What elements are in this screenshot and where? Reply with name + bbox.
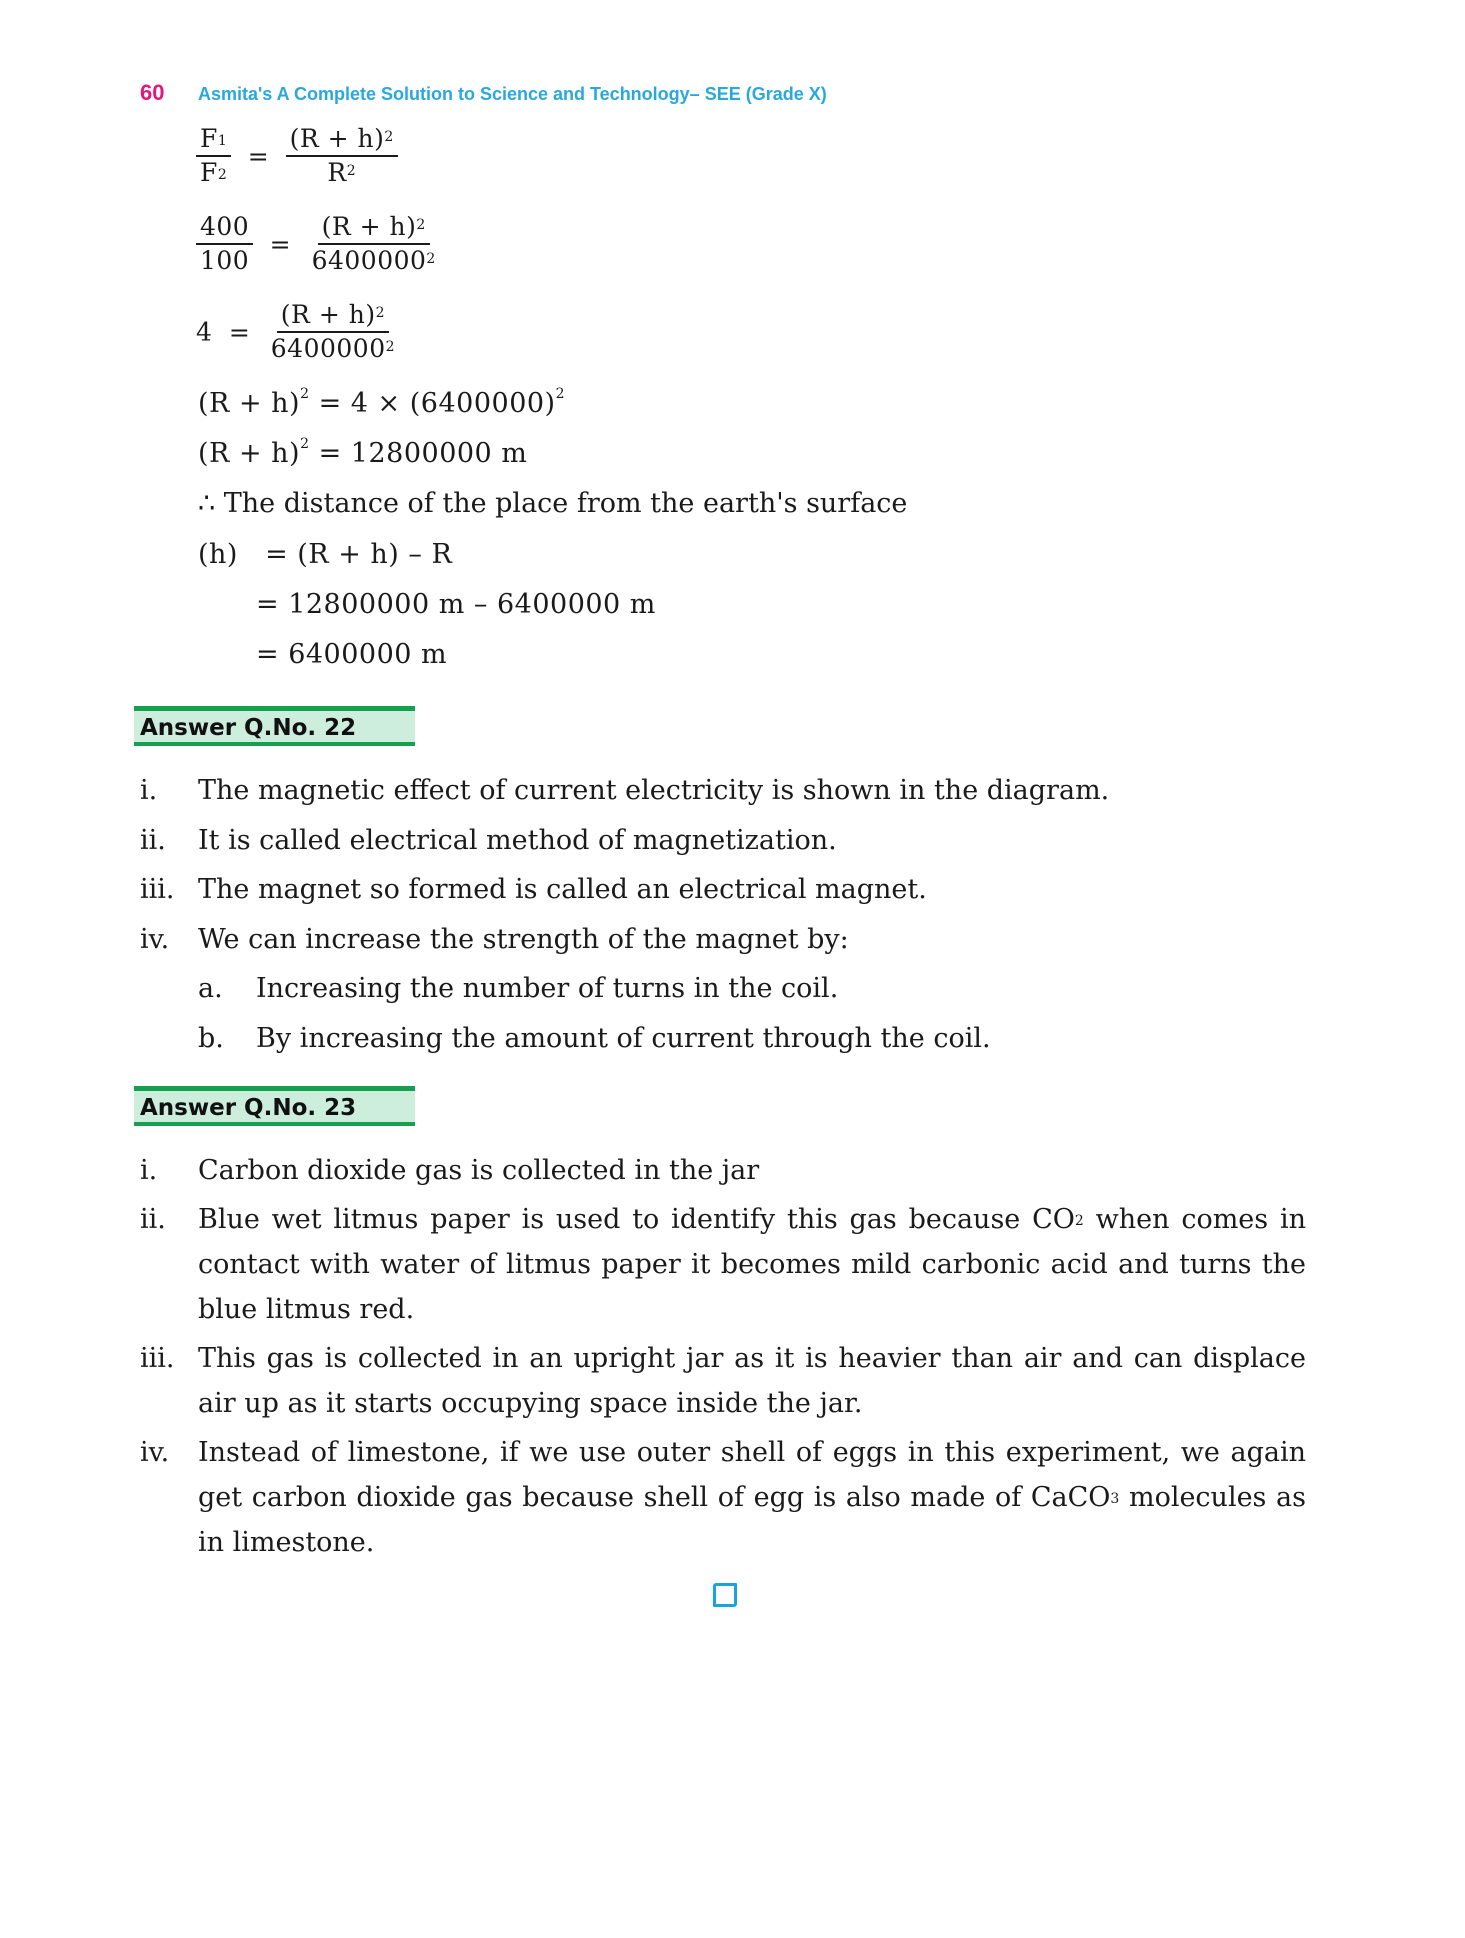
equation-result: = 6400000 m	[256, 639, 448, 670]
superscript: 2	[555, 386, 566, 402]
equals-sign: =	[228, 317, 251, 347]
list-number: ii.	[140, 1204, 166, 1235]
superscript: 2	[375, 305, 385, 321]
denominator: 100	[200, 246, 250, 275]
fraction-400-100	[196, 212, 253, 276]
lhs: (h)	[198, 539, 238, 570]
list-letter: a.	[198, 973, 223, 1004]
equation-force-ratio	[196, 124, 398, 188]
book-title: Asmita's A Complete Solution to Science and Technology– SEE (Grade X)	[198, 84, 827, 104]
superscript: 2	[300, 386, 310, 402]
list-text: Carbon dioxide gas is collected in the jar	[198, 1155, 760, 1186]
denominator: R	[327, 158, 347, 187]
equation-substitution	[196, 212, 440, 276]
answer-22-heading	[134, 706, 415, 746]
numerator: (R + h)	[321, 212, 417, 241]
fraction-rh-6400000	[308, 212, 440, 276]
end-of-section-square-icon	[713, 1583, 737, 1607]
list-text: The magnet so formed is called an electrical magnet.	[198, 874, 927, 905]
superscript: 2	[384, 129, 394, 145]
superscript: 2	[385, 339, 396, 355]
equation-subtraction: = 12800000 m – 6400000 m	[256, 589, 656, 620]
fraction-rh-r	[286, 124, 398, 188]
rhs: = 12800000 m	[318, 438, 528, 469]
subscript: 2	[1074, 1213, 1084, 1229]
equation-simplified	[196, 300, 399, 364]
text-part: Blue wet litmus paper is used to identify this gas because CO	[198, 1204, 1075, 1235]
list-text: The magnetic effect of current electricity is shown in the diagram.	[198, 775, 1110, 806]
subscript: 2	[217, 167, 228, 183]
equals-sign: =	[247, 141, 270, 171]
superscript: 2	[346, 163, 357, 179]
list-letter: b.	[198, 1023, 224, 1054]
text-part: when comes in contact with water of litmus paper it becomes mild carbonic acid and turns the blue litmus red.	[198, 1204, 1306, 1325]
superscript: 2	[426, 251, 436, 267]
subscript: 3	[1110, 1491, 1120, 1507]
list-text	[198, 1430, 1306, 1565]
list-text: It is called electrical method of magnetization.	[198, 825, 837, 856]
equation-rh-squared	[198, 388, 565, 419]
text-part: Instead of limestone, if we use outer shell of eggs in this experiment, we again get carbon dioxide gas because shell of egg is also made of CaCO	[198, 1437, 1306, 1513]
equation-h	[198, 539, 452, 570]
answer-23-label: Answer Q.No. 23	[140, 1095, 357, 1121]
denominator: 6400000	[311, 246, 427, 275]
lhs: (R + h)	[198, 388, 301, 419]
lhs: (R + h)	[198, 438, 301, 469]
superscript: 2	[300, 436, 310, 452]
equals-sign: =	[269, 229, 292, 259]
therefore-statement: ∴ The distance of the place from the earth's surface	[198, 488, 908, 519]
list-number: iv.	[140, 1437, 170, 1468]
f-symbol: F	[200, 158, 218, 187]
text-part: molecules as in limestone.	[198, 1482, 1307, 1558]
lhs-value: 4	[196, 317, 213, 347]
list-number: iii.	[140, 1343, 175, 1374]
numerator: (R + h)	[289, 124, 385, 153]
denominator: 6400000	[270, 334, 386, 363]
list-text: Increasing the number of turns in the coil.	[256, 973, 839, 1004]
list-text	[198, 1197, 1306, 1332]
list-number: i.	[140, 1155, 158, 1186]
list-number: i.	[140, 775, 158, 806]
numerator: (R + h)	[280, 300, 376, 329]
list-text: We can increase the strength of the magnet by:	[198, 924, 849, 955]
rhs: = (R + h) – R	[265, 539, 453, 570]
numerator: 400	[196, 212, 253, 245]
list-number: iv.	[140, 924, 170, 955]
subscript: 1	[217, 133, 228, 149]
fraction-f1-f2	[196, 124, 231, 188]
page-number: 60	[140, 80, 165, 105]
list-number: iii.	[140, 874, 175, 905]
answer-23-heading	[134, 1086, 415, 1126]
rhs: = 4 × (6400000)	[318, 388, 556, 419]
f-symbol: F	[200, 124, 218, 153]
superscript: 2	[416, 217, 426, 233]
list-number: ii.	[140, 825, 166, 856]
equation-rh-value	[198, 438, 527, 469]
answer-22-label: Answer Q.No. 22	[140, 715, 357, 741]
list-text: This gas is collected in an upright jar as it is heavier than air and can displace air up as it starts occupying space inside the jar.	[198, 1343, 1306, 1419]
list-text: By increasing the amount of current through the coil.	[256, 1023, 991, 1054]
fraction-rh-6400000	[267, 300, 399, 364]
